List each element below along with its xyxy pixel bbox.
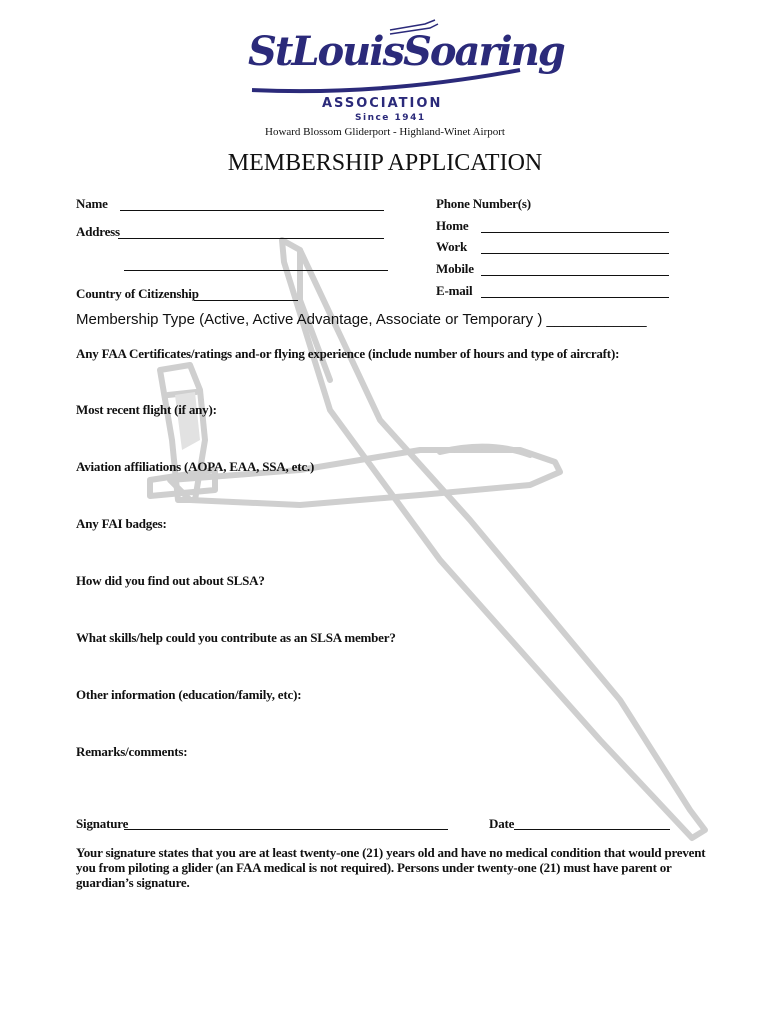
address-field-line-2[interactable]: [124, 270, 388, 271]
address-field-line-1[interactable]: [118, 238, 384, 239]
membership-type[interactable]: Membership Type (Active, Active Advantage, Associate or Temporary ) ____________: [76, 311, 647, 328]
question-faa-certificates: Any FAA Certificates/ratings and-or flying experience (include number of hours and type of aircraft):: [76, 346, 620, 361]
question-aviation-affiliations: Aviation affiliations (AOPA, EAA, SSA, etc.): [76, 459, 315, 474]
page-title: MEMBERSHIP APPLICATION: [227, 150, 543, 176]
logo-since: Since 1941: [355, 113, 426, 123]
work-label: Work: [436, 239, 467, 254]
email-field[interactable]: [481, 297, 669, 298]
mobile-label: Mobile: [436, 261, 474, 276]
email-label: E-mail: [436, 283, 473, 298]
date-field[interactable]: [514, 829, 670, 830]
location-subtitle: Howard Blossom Gliderport - Highland-Winet Airport: [265, 126, 505, 138]
home-label: Home: [436, 218, 469, 233]
logo-association: ASSOCIATION: [322, 96, 443, 111]
phone-label: Phone Number(s): [436, 196, 531, 211]
name-label: Name: [76, 196, 108, 211]
question-skills: What skills/help could you contribute as an SLSA member?: [76, 630, 396, 645]
question-recent-flight: Most recent flight (if any):: [76, 402, 217, 417]
name-field[interactable]: [120, 210, 384, 211]
question-how-found: How did you find out about SLSA?: [76, 573, 265, 588]
signature-label: Signature: [76, 816, 129, 831]
country-label: Country of Citizenship: [76, 286, 199, 301]
address-label: Address: [76, 224, 120, 239]
question-other-info: Other information (education/family, etc):: [76, 687, 302, 702]
date-label: Date: [489, 816, 515, 831]
signature-field[interactable]: [124, 829, 448, 830]
work-phone-field[interactable]: [481, 253, 669, 254]
question-fai-badges: Any FAI badges:: [76, 516, 167, 531]
country-field[interactable]: [194, 300, 298, 301]
home-phone-field[interactable]: [481, 232, 669, 233]
mobile-phone-field[interactable]: [481, 275, 669, 276]
question-remarks: Remarks/comments:: [76, 744, 188, 759]
logo-text: StLouisSoaring: [248, 28, 564, 75]
signature-notice: Your signature states that you are at least twenty-one (21) years old and have no medical condition that would prevent you from piloting a glider (an FAA medical is not required). Persons under twenty-one (21) must have parent or guardian’s signature.: [76, 845, 706, 890]
